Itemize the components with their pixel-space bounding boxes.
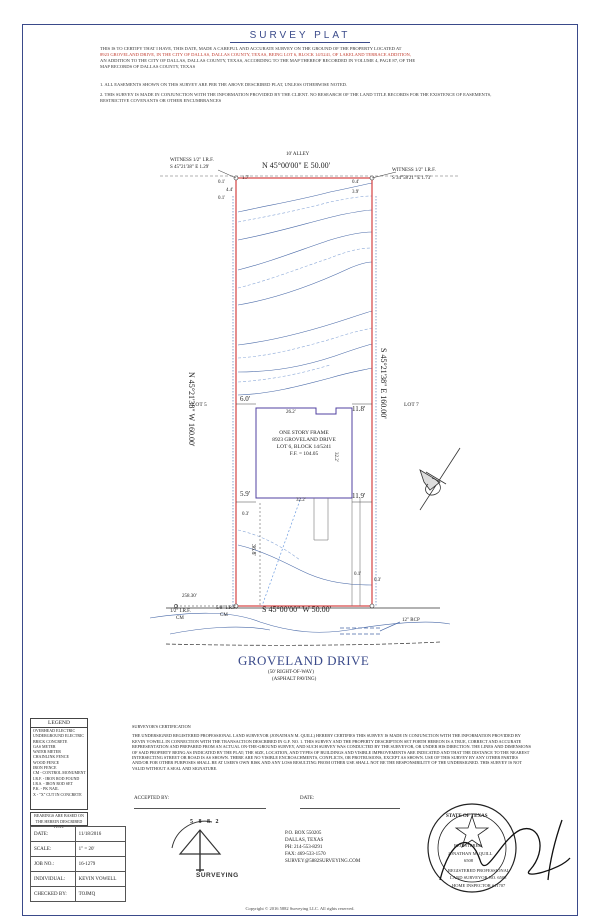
rcp-label: 12" RCP	[402, 618, 420, 623]
surveyor-certification	[132, 724, 532, 771]
legend-item: I.R.F. - IRON ROD FOUND	[33, 775, 80, 781]
job-info-table	[30, 826, 126, 902]
irf-right: 5/8" I.R.F.	[216, 606, 237, 611]
legend-item: GAS METER	[33, 743, 56, 749]
seal-state: STATE OF TEXAS	[446, 814, 488, 819]
house-label	[262, 430, 346, 458]
job-label: JOB NO.:	[31, 857, 76, 872]
home-inspector-line: HOME INSPECTOR #11707	[452, 883, 506, 888]
page-title: SURVEY PLAT	[249, 30, 351, 41]
accepted-by-label: ACCEPTED BY:	[134, 796, 169, 801]
company-name: SURVEYING	[196, 872, 239, 879]
dim-0-1-a: 0.1'	[218, 180, 226, 185]
dim-26-2: 26.2'	[286, 410, 296, 415]
house-lot: LOT 6, BLOCK 14/5241	[276, 444, 332, 450]
date-value: 11/18/2016	[75, 827, 125, 842]
cert-line-2: 8923 GROVELAND DRIVE, IN THE CITY OF DALLAS, DALLAS COUNTY, TEXAS, BEING LOT 6, BLOCK 14/5241, OF LAKELAND TERRACE ADDITION,	[100, 52, 412, 57]
fax: FAX: 469-533-1570	[285, 852, 326, 857]
dim-0-1-c: 0.1'	[354, 572, 362, 577]
street-name: GROVELAND DRIVE	[238, 653, 370, 668]
house-address: 8923 GROVELAND DRIVE	[272, 437, 336, 443]
legend-item: CM - CONTROL MONUMENT	[33, 770, 86, 776]
seal-registered: REGISTERED	[454, 843, 482, 848]
driveway	[314, 498, 360, 606]
cm-right: CM	[220, 613, 228, 618]
land-surveyor-line: LAND SURVEYOR NO. 6508	[450, 875, 507, 880]
north-arrow	[420, 448, 460, 510]
address-line-2: DALLAS, TEXAS	[285, 838, 324, 843]
dim-11-9: 11.9'	[352, 492, 366, 500]
rpls-line: REGISTERED PROFESSIONAL	[448, 868, 510, 873]
north-line-label: N 45°00'00" E 50.00'	[262, 161, 331, 170]
phone: PH: 214-553-8291	[285, 845, 323, 850]
date-label: DATE:	[31, 827, 76, 842]
cert-line-4: MAP RECORDS OF DALLAS COUNTY, TEXAS	[100, 64, 196, 69]
legend-item: I.R.S. - IRON ROD SET	[33, 780, 73, 786]
dim-32-2: 32.2'	[333, 452, 338, 462]
dim-36-8: 36.8'	[250, 544, 256, 556]
company-contact	[285, 830, 360, 865]
dim-3-9: 3.9'	[352, 190, 360, 195]
irf-left: 1/2" I.R.F.	[170, 609, 191, 614]
property-boundary	[236, 178, 372, 606]
email-link[interactable]: SURVEY@5882SURVEYING.COM	[285, 859, 361, 864]
cm-left: CM	[176, 616, 184, 621]
witness-left-2: S 45°21'38" E 1.29'	[170, 165, 210, 170]
west-line-label: N 45°21'38" W 160.00'	[187, 372, 196, 447]
witness-right-1: WITNESS 1/2" I.R.F.	[392, 168, 436, 173]
checked-value: TOJMQ	[75, 887, 125, 902]
lot-7-label: LOT 7	[404, 402, 419, 408]
company-logo-mark	[172, 821, 220, 872]
individual-label: INDIVIDUAL:	[31, 872, 76, 887]
scale-label: SCALE:	[31, 842, 76, 857]
scale-value: 1" = 20'	[75, 842, 125, 857]
legend-item: CHAINLINK FENCE	[33, 754, 69, 760]
job-value: 16-1279	[75, 857, 125, 872]
cert-line-1: THIS IS TO CERTIFY THAT I HAVE, THIS DATE, MADE A CAREFUL AND ACCURATE SURVEY ON THE GROUND OF THE PROPERTY LOCATED AT	[100, 46, 402, 51]
dim-0-4: 0.4'	[352, 180, 360, 185]
seal-name: JONATHAN M. QUILL	[448, 851, 493, 856]
surveyor-cert-heading: SURVEYOR'S CERTIFICATION	[132, 724, 191, 729]
east-line-label: S 45°21'38" E 160.00'	[379, 348, 388, 419]
house-ff: F.F. = 104.05	[289, 451, 319, 457]
legend-item: WATER METER	[33, 749, 61, 755]
legend-box	[30, 718, 88, 810]
dim-11-8: 11.8'	[352, 405, 366, 413]
legend-item: WOOD FENCE	[33, 759, 60, 765]
accepted-date-label: DATE:	[300, 796, 315, 801]
witness-left-1: WITNESS 1/2" I.R.F.	[170, 158, 214, 163]
legend-title: LEGEND	[31, 719, 87, 728]
logo-arc-text: 5 8 8 2	[190, 819, 221, 825]
house-type: ONE STORY FRAME	[279, 430, 329, 436]
alley-label: 10' ALLEY	[286, 152, 310, 157]
note-2: 2. THIS SURVEY IS MADE IN CONJUNCTION WITH THE INFORMATION PROVIDED BY THE CLIENT. NO RESEARCH OF THE LAND TITLE RECORDS FOR THE EXISTENCE OF EASEMENTS, RESTRICTIVE COVENANTS OR OTHER ENCUMBRANCES	[100, 92, 492, 103]
legend-item: UNDERGROUND ELECTRIC	[33, 733, 84, 739]
walkway	[262, 500, 300, 606]
individual-value: KEVIN VOWELL	[75, 872, 125, 887]
south-line-label: S 45°00'00" W 50.00'	[262, 605, 332, 614]
legend-item: P.K. - PK NAIL	[33, 786, 59, 792]
address-line-1: P.O. BOX 550205	[285, 831, 322, 836]
dim-0-1-b: 0.1'	[218, 196, 226, 201]
bearings-note: BEARINGS ARE BASED ON THE HEREIN DESCRIBED PLAT.	[30, 812, 88, 826]
date-line	[300, 808, 400, 809]
witness-right-2: S 34°58'21" E 1.73'	[392, 176, 432, 181]
surveyor-cert-body: THE UNDERSIGNED REGISTERED PROFESSIONAL LAND SURVEYOR (JONATHAN M. QUILL) HEREBY CERTIFIES THIS SURVEY IS MADE IN CONJUNCTION WITH THE INFORMATION PROVIDED BY KEVIN VOWELL IN CONNECTION WITH THE TRANSACTION DESCRIBED IN G.F. NO. 1. THIS SURVEY AND THE PROPERTY DESCRIPTION SET FORTH HEREON IS A TRUE, CORRECT AND ACCURATE REPRESENTATION AND PREPARED FROM AN ACTUAL ON-THE-GROUND SURVEY, AND SUCH SURVEY WAS CONDUCTED BY THE SURVEYOR, OR UNDER HIS DIRECTION. THE LINES AND DIMENSIONS OF SAID PROPERTY BEING AS INDICATED BY THE PLAT; THE SIZE, LOCATION, AND TYPES OF BUILDINGS AND VISIBLE IMPROVEMENTS ARE INDICATED AND THAT THE DISTANCE TO THE NEAREST INTERSECTING STREET OR ROAD IS AS SHOWN. THERE ARE NO VISIBLE ENCROACHMENTS, CONFLICTS, OR PROTRUSIONS, EXCEPT AS SHOWN. USE OF THIS SURVEY BY ANY OTHER PARTIES AND/OR FOR OTHER PURPOSES SHALL BE AT USER'S OWN RISK AND ANY LOSS RESULTING FROM OTHER USE SHALL NOT BE THE RESPONSIBILITY OF THE UNDERSIGNED. THIS SURVEY IS NOT VALID WITHOUT A SEAL AND SIGNATURE.	[132, 733, 531, 771]
dist-258: 258.30'	[182, 594, 197, 599]
legend-item: BRICK CONCRETE	[33, 738, 68, 744]
accepted-line	[134, 808, 266, 809]
legend-item: OVERHEAD ELECTRIC	[33, 728, 76, 733]
dim-6-0: 6.0'	[240, 395, 251, 403]
paving-label: (ASPHALT PAVING)	[272, 677, 317, 682]
checked-label: CHECKED BY:	[31, 887, 76, 902]
lot-5-label: LOT 5	[192, 402, 207, 408]
cert-line-3: AN ADDITION TO THE CITY OF DALLAS, DALLAS COUNTY, TEXAS, ACCORDING TO THE MAP THEREOF RECORDED IN VOLUME 4, PAGE 87, OF THE	[100, 58, 416, 63]
dim-4-4: 4.4'	[226, 188, 234, 193]
dim-5-9: 5.9'	[240, 490, 251, 498]
leader-lines	[176, 170, 396, 606]
dim-32-2-bottom: 32.2'	[296, 498, 306, 503]
seal-number: 6508	[464, 858, 473, 863]
copyright: Copyright © 2016 5882 Surveying LLC. All rights reserved.	[245, 906, 355, 911]
row-label: (50' RIGHT-OF-WAY)	[268, 670, 314, 675]
note-1: 1. ALL EASEMENTS SHOWN ON THIS SURVEY ARE PER THE ABOVE DESCRIBED PLAT, UNLESS OTHERWISE NOTED.	[100, 82, 348, 87]
dim-1-7: 1.7'	[242, 176, 250, 181]
corner-markers	[174, 176, 374, 608]
dim-0-3-b: 0.3'	[374, 578, 382, 583]
dim-0-3: 0.3'	[242, 512, 250, 517]
legend-item: IRON FENCE	[33, 765, 57, 771]
legend-item: X - "X" CUT IN CONCRETE	[33, 791, 82, 797]
